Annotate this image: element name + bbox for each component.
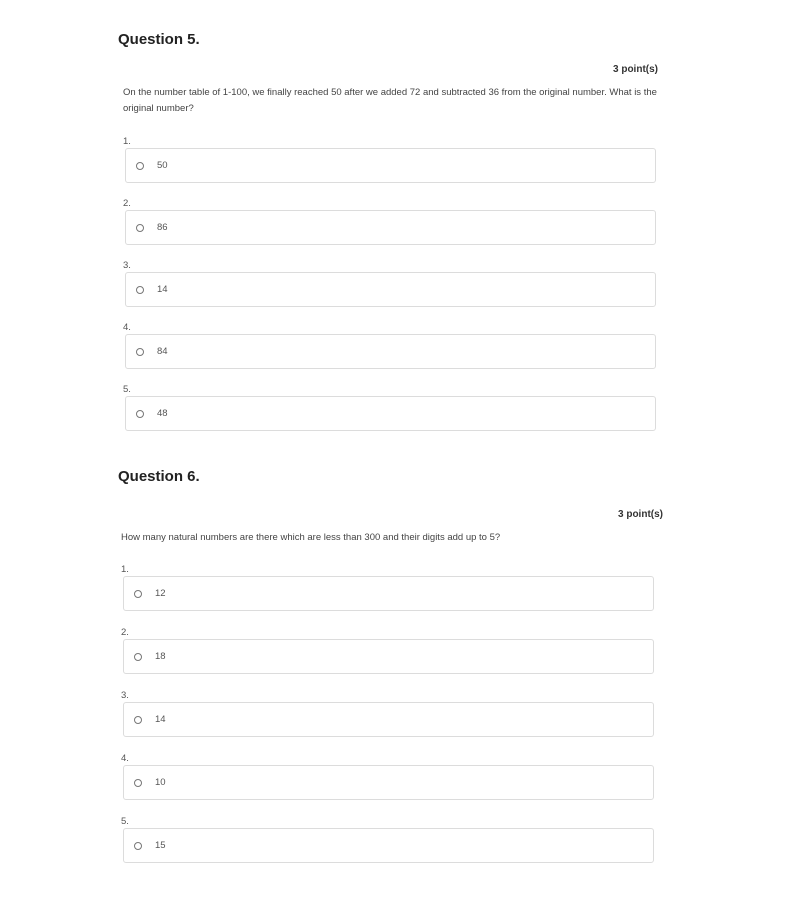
option-label: 18 bbox=[155, 651, 166, 662]
radio-icon[interactable] bbox=[134, 842, 142, 850]
option-2 bbox=[123, 198, 658, 260]
option-3 bbox=[123, 260, 658, 322]
option-number: 1. bbox=[123, 136, 131, 147]
option-5 bbox=[123, 384, 658, 446]
option-choice-button[interactable] bbox=[125, 334, 656, 369]
radio-icon[interactable] bbox=[136, 348, 144, 356]
option-number: 5. bbox=[123, 384, 131, 395]
option-4 bbox=[121, 753, 656, 816]
option-label: 48 bbox=[157, 408, 168, 419]
option-1 bbox=[123, 136, 658, 198]
option-label: 10 bbox=[155, 777, 166, 788]
points-label: 3 point(s) bbox=[618, 509, 663, 520]
radio-icon[interactable] bbox=[134, 590, 142, 598]
option-choice-button[interactable] bbox=[125, 210, 656, 245]
option-choice-button[interactable] bbox=[123, 702, 654, 737]
option-number: 2. bbox=[123, 198, 131, 209]
option-3 bbox=[121, 690, 656, 753]
option-4 bbox=[123, 322, 658, 384]
option-number: 4. bbox=[123, 322, 131, 333]
option-choice-button[interactable] bbox=[125, 396, 656, 431]
option-number: 3. bbox=[121, 690, 129, 701]
radio-icon[interactable] bbox=[136, 410, 144, 418]
question-title: Question 6. bbox=[118, 468, 200, 485]
answer-options bbox=[123, 136, 658, 446]
option-5 bbox=[121, 816, 656, 879]
radio-icon[interactable] bbox=[134, 779, 142, 787]
option-number: 5. bbox=[121, 816, 129, 827]
option-choice-button[interactable] bbox=[125, 148, 656, 183]
option-label: 84 bbox=[157, 346, 168, 357]
option-label: 14 bbox=[155, 714, 166, 725]
radio-icon[interactable] bbox=[136, 224, 144, 232]
option-choice-button[interactable] bbox=[125, 272, 656, 307]
option-number: 2. bbox=[121, 627, 129, 638]
option-label: 12 bbox=[155, 588, 166, 599]
radio-icon[interactable] bbox=[136, 286, 144, 294]
option-2 bbox=[121, 627, 656, 690]
option-choice-button[interactable] bbox=[123, 576, 654, 611]
question-text: How many natural numbers are there which are less than 300 and their digits add up to 5? bbox=[121, 532, 501, 543]
question-5 bbox=[118, 30, 658, 419]
option-choice-button[interactable] bbox=[123, 828, 654, 863]
option-label: 50 bbox=[157, 160, 168, 171]
radio-icon[interactable] bbox=[134, 716, 142, 724]
option-number: 3. bbox=[123, 260, 131, 271]
question-text: On the number table of 1-100, we finally reached 50 after we added 72 and subtracted 36 from the original number. What is the original number? bbox=[123, 87, 657, 114]
answer-options bbox=[121, 564, 656, 879]
option-number: 4. bbox=[121, 753, 129, 764]
option-label: 86 bbox=[157, 222, 168, 233]
radio-icon[interactable] bbox=[134, 653, 142, 661]
option-choice-button[interactable] bbox=[123, 639, 654, 674]
option-number: 1. bbox=[121, 564, 129, 575]
question-6 bbox=[118, 467, 663, 851]
points-label: 3 point(s) bbox=[613, 64, 658, 75]
question-title: Question 5. bbox=[118, 31, 200, 48]
radio-icon[interactable] bbox=[136, 162, 144, 170]
option-choice-button[interactable] bbox=[123, 765, 654, 800]
option-1 bbox=[121, 564, 656, 627]
option-label: 14 bbox=[157, 284, 168, 295]
option-label: 15 bbox=[155, 840, 166, 851]
